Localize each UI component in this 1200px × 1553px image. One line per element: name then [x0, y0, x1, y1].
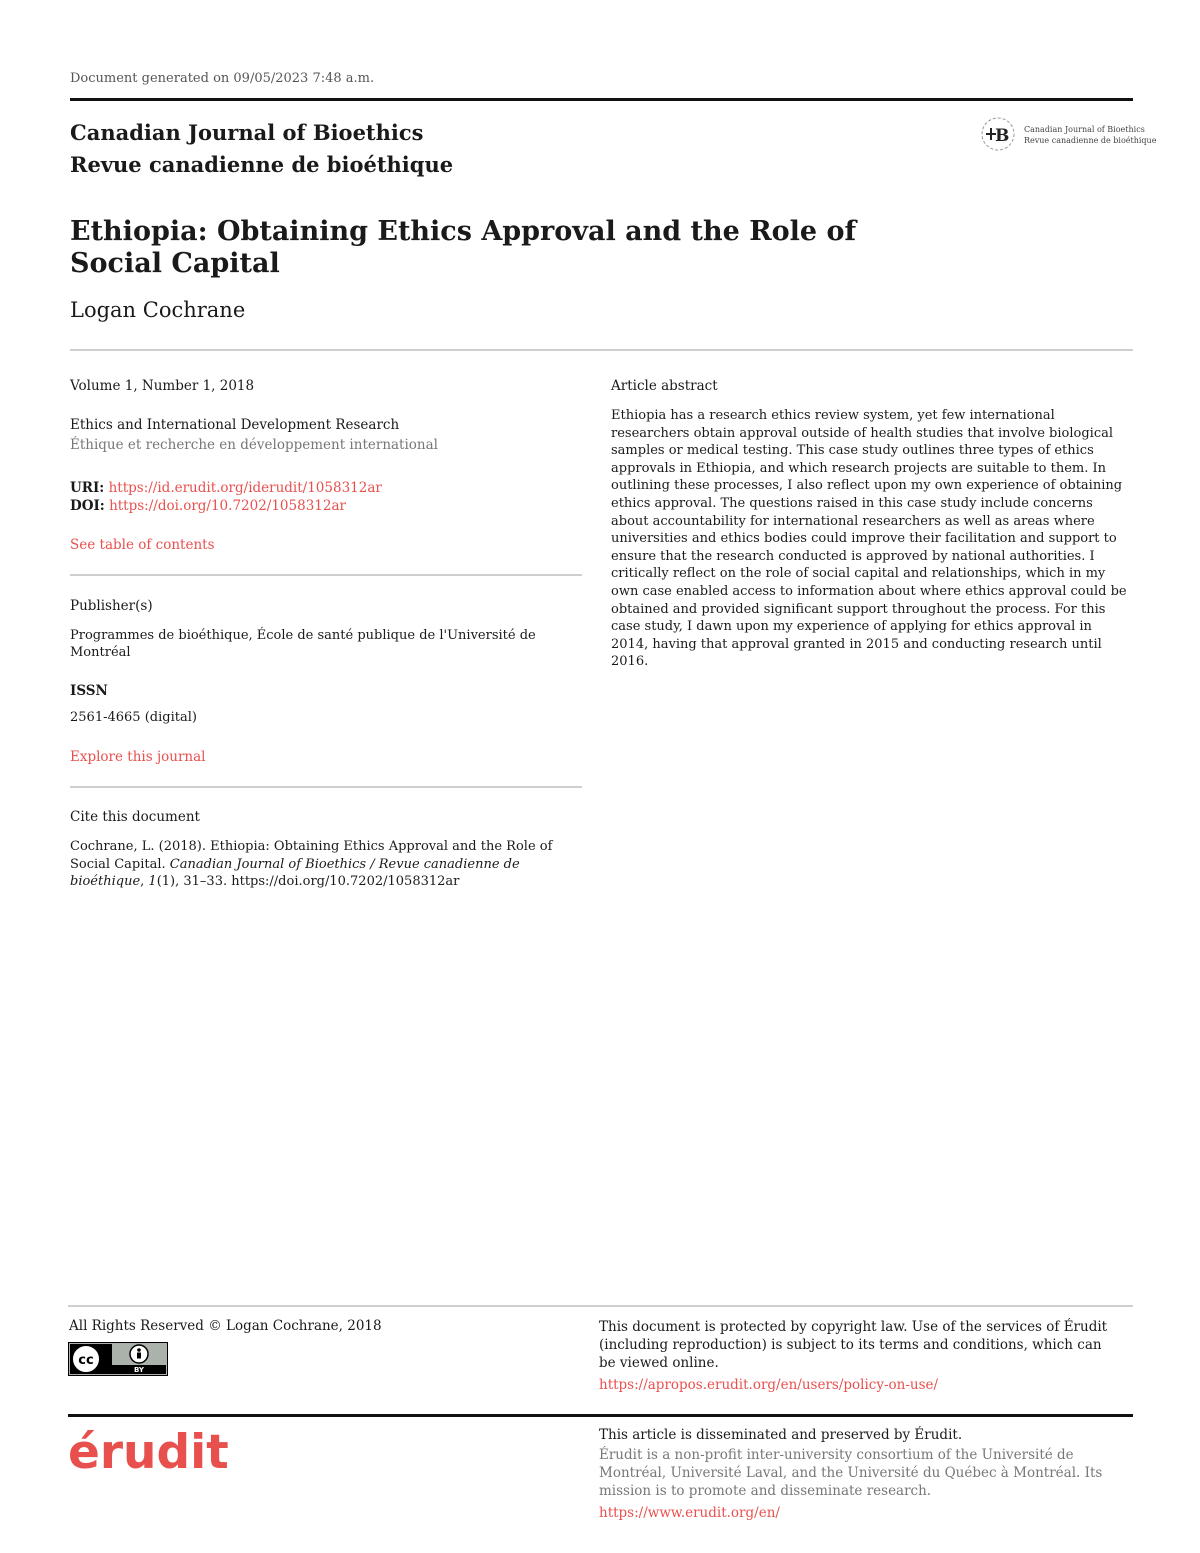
erudit-website-link[interactable]: https://www.erudit.org/en/ [599, 1505, 780, 1521]
uri-line [70, 479, 582, 497]
copyright-notice: This document is protected by copyright law. Use of the services of Érudit (including reproduction) is subject to its terms and conditions, which can be viewed online. [599, 1319, 1108, 1371]
article-author: Logan Cochrane [70, 298, 246, 322]
erudit-block [599, 1426, 1129, 1522]
uri-label: URI: [70, 480, 105, 496]
section-en: Ethics and International Development Research [70, 417, 400, 433]
volume-info: Volume 1, Number 1, 2018 [70, 378, 255, 394]
cc-label: cc [78, 1353, 94, 1368]
citation-journal: Canadian Journal of Bioethics / Revue canadienne de bioéthique [70, 856, 520, 889]
erudit-description: Érudit is a non-profit inter-university consortium of the Université de Montréal, Université Laval, and the Université du Québec à Montréal. Its mission is to promote and disseminate research. [599, 1447, 1103, 1499]
copyright-block [599, 1318, 1119, 1394]
journal-logo-icon [980, 116, 1016, 152]
citation-post: (1), 31–33. https://doi.org/10.7202/1058312ar [156, 874, 460, 889]
disseminated-note: This article is disseminated and preserved by Érudit. [599, 1427, 963, 1443]
metadata-column [70, 377, 582, 891]
publisher-heading: Publisher(s) [70, 598, 153, 614]
footer-rule [68, 1414, 1133, 1417]
footer-separator [68, 1305, 1133, 1307]
title-separator [70, 349, 1133, 351]
generated-date: Document generated on 09/05/2023 7:48 a.m. [70, 71, 375, 86]
abstract-column [611, 377, 1131, 671]
journal-logo-text [1024, 124, 1156, 146]
abstract-text: Ethiopia has a research ethics review system, yet few international researchers obtain approval outside of health studies that involve biological samples or medical testing. This case study outlines three types of ethics approvals in Ethiopia, and which research projects are suitable to them. In outlining these processes, I also reflect upon my own experience of obtaining ethics approval. The questions raised in this case study include concerns about accountability for international researchers as well as areas where universities and ethics bodies could improve their facilitation and support to ensure that the research conducted is approved by national authorities. I critically reflect on the role of social capital and relationships, which in my own case enabled access to information about where ethics approval could be obtained and provided significant support throughout the process. For this case study, I dawn upon my experience of applying for ethics approval in 2014, having that approval granted in 2015 and conducting research until 2016. [611, 408, 1127, 670]
doi-line [70, 497, 582, 515]
citation-sep: , [140, 874, 149, 889]
separator [70, 786, 582, 788]
rights-statement: All Rights Reserved © Logan Cochrane, 2018 [69, 1318, 382, 1334]
journal-title [70, 117, 453, 181]
uri-link[interactable]: https://id.erudit.org/iderudit/1058312ar [108, 480, 382, 496]
explore-journal-link[interactable]: Explore this journal [70, 749, 206, 765]
citation-pre: Cochrane, L. (2018). Ethiopia: Obtaining Ethics Approval and the Role of Social Capital. [70, 839, 553, 872]
citation [70, 838, 582, 891]
table-of-contents-link[interactable]: See table of contents [70, 537, 215, 553]
journal-title-en: Canadian Journal of Bioethics [70, 120, 424, 145]
abstract-heading: Article abstract [611, 378, 718, 394]
by-label: BY [133, 1366, 145, 1374]
header-rule [70, 98, 1133, 101]
svg-text:B: B [995, 126, 1010, 146]
erudit-logo[interactable]: érudit [68, 1425, 229, 1480]
issn-value: 2561-4665 (digital) [70, 710, 197, 725]
logo-line-2: Revue canadienne de bioéthique [1024, 136, 1157, 145]
logo-line-1: Canadian Journal of Bioethics [1024, 125, 1145, 134]
cc-by-license-icon[interactable] [68, 1342, 168, 1376]
doi-link[interactable]: https://doi.org/10.7202/1058312ar [109, 498, 346, 514]
article-title: Ethiopia: Obtaining Ethics Approval and the Role of Social Capital [70, 216, 857, 279]
publisher-name: Programmes de bioéthique, École de santé publique de l'Université de Montréal [70, 628, 536, 660]
journal-logo [980, 116, 1157, 152]
section-fr: Éthique et recherche en développement international [70, 437, 438, 453]
journal-title-fr: Revue canadienne de bioéthique [70, 152, 454, 177]
issn-heading: ISSN [70, 683, 108, 699]
separator [70, 574, 582, 576]
doi-label: DOI: [70, 498, 105, 514]
policy-link[interactable]: https://apropos.erudit.org/en/users/policy-on-use/ [599, 1377, 939, 1393]
cite-heading: Cite this document [70, 809, 200, 825]
citation-volume: 1 [148, 874, 157, 889]
